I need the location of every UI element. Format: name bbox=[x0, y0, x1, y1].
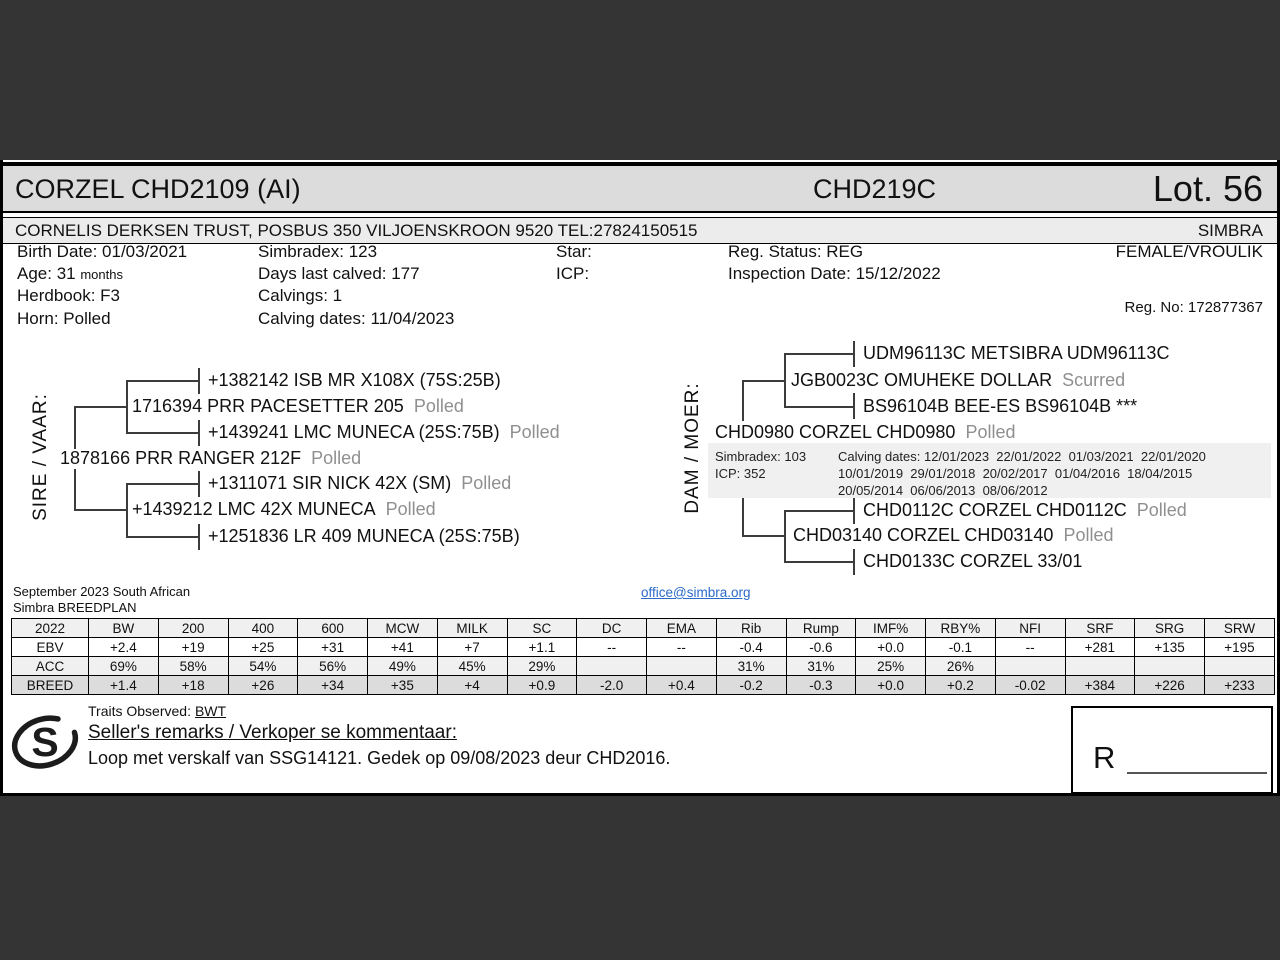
ebv-cell: +41 bbox=[368, 638, 438, 657]
ebv-col-header: SRG bbox=[1135, 619, 1205, 638]
ebv-cell: +34 bbox=[298, 676, 368, 695]
pedigree-line bbox=[742, 535, 786, 537]
horn-status bbox=[520, 526, 530, 546]
inspection-date: Inspection Date: 15/12/2022 bbox=[728, 264, 941, 283]
ebv-cell: -- bbox=[577, 638, 647, 657]
ebv-cell: +0.0 bbox=[856, 638, 926, 657]
pedigree-line bbox=[126, 483, 128, 538]
logo-letter: S bbox=[31, 719, 59, 765]
ebv-cell bbox=[1205, 657, 1275, 676]
pedigree-line bbox=[126, 483, 200, 485]
ebv-cell: -0.6 bbox=[786, 638, 856, 657]
traits-value: BWT bbox=[194, 703, 227, 719]
animal-id: CHD219C bbox=[813, 174, 937, 204]
ebv-cell bbox=[995, 657, 1065, 676]
ebv-cell: -- bbox=[995, 638, 1065, 657]
ebv-cell: 31% bbox=[716, 657, 786, 676]
animal-name: +1439212 LMC 42X MUNECA bbox=[132, 499, 376, 519]
age bbox=[17, 264, 123, 284]
icp-label: ICP: bbox=[556, 264, 590, 283]
breedplan-caption-2: Simbra BREEDPLAN bbox=[13, 600, 137, 615]
calving-dates: Calving dates: 11/04/2023 bbox=[258, 309, 455, 328]
ebv-cell: +0.9 bbox=[507, 676, 577, 695]
ebv-cell: +19 bbox=[158, 638, 228, 657]
pedigree-node bbox=[863, 551, 1092, 572]
ebv-cell: +0.0 bbox=[856, 676, 926, 695]
pedigree-tick bbox=[198, 471, 200, 497]
ebv-cell: +281 bbox=[1065, 638, 1135, 657]
pedigree-tick bbox=[198, 368, 200, 394]
pedigree-line bbox=[784, 510, 855, 512]
ebv-col-header: IMF% bbox=[856, 619, 926, 638]
ebv-cell: -0.4 bbox=[716, 638, 786, 657]
ebv-row-label: BREED bbox=[12, 676, 89, 695]
ebv-col-header: 600 bbox=[298, 619, 368, 638]
ebv-cell: -0.02 bbox=[995, 676, 1065, 695]
ebv-cell: +1.4 bbox=[89, 676, 159, 695]
ebv-cell: +226 bbox=[1135, 676, 1205, 695]
seller-remarks-text: Loop met verskalf van SSG14121. Gedek op 09/08/2023 deur CHD2016. bbox=[88, 748, 671, 768]
ebv-cell: 69% bbox=[89, 657, 159, 676]
price-box bbox=[1071, 706, 1273, 794]
price-blank-line[interactable] bbox=[1127, 772, 1267, 774]
ebv-cell: +233 bbox=[1205, 676, 1275, 695]
animal-name: UDM96113C METSIBRA UDM96113C bbox=[863, 343, 1170, 363]
ebv-cell: +0.4 bbox=[647, 676, 717, 695]
birth-date: Birth Date: 01/03/2021 bbox=[17, 242, 188, 261]
seller-remarks-heading: Seller's remarks / Verkoper se kommentaar: bbox=[88, 722, 457, 743]
dam-info-box bbox=[708, 443, 1271, 498]
pedigree-node bbox=[863, 500, 1187, 521]
horn-status-line: Horn: Polled bbox=[17, 309, 111, 328]
pedigree-node-sire bbox=[60, 448, 361, 469]
ebv-cell: +2.4 bbox=[89, 638, 159, 657]
pedigree-line bbox=[126, 380, 200, 382]
ebv-cell: +35 bbox=[368, 676, 438, 695]
ebv-cell: +18 bbox=[158, 676, 228, 695]
ebv-col-header: MCW bbox=[368, 619, 438, 638]
herdbook: Herdbook: F3 bbox=[17, 286, 120, 305]
pedigree-line bbox=[126, 536, 200, 538]
owner-contact: CORNELIS DERKSEN TRUST, POSBUS 350 VILJOENSKROON 9520 TEL:27824150515 bbox=[15, 221, 698, 240]
pedigree-line bbox=[74, 406, 76, 449]
ebv-cell: 26% bbox=[926, 657, 996, 676]
ebv-col-header: SRF bbox=[1065, 619, 1135, 638]
animal-name: CHD0133C CORZEL 33/01 bbox=[863, 551, 1083, 571]
pedigree-line bbox=[742, 380, 786, 382]
animal-name: 1716394 PRR PACESETTER 205 bbox=[132, 396, 404, 416]
pedigree-line bbox=[74, 509, 128, 511]
pedigree-tick bbox=[853, 341, 855, 367]
dam-label: DAM / MOER: bbox=[682, 382, 703, 514]
pedigree-node-dam bbox=[715, 422, 1015, 443]
dam-calving-dates-3: 20/05/2014 06/06/2013 08/06/2012 bbox=[838, 483, 1048, 498]
age-value: Age: 31 bbox=[17, 264, 76, 283]
ebv-row-label: EBV bbox=[12, 638, 89, 657]
ebv-col-header: 2022 bbox=[12, 619, 89, 638]
ebv-cell: +135 bbox=[1135, 638, 1205, 657]
ebv-cell bbox=[1065, 657, 1135, 676]
ebv-col-header: SRW bbox=[1205, 619, 1275, 638]
horn-status: Scurred bbox=[1062, 370, 1126, 390]
pedigree-line bbox=[74, 469, 76, 511]
horn-status bbox=[1082, 551, 1092, 571]
horn-status: Polled bbox=[509, 422, 560, 442]
animal-name: +1439241 LMC MUNECA (25S:75B) bbox=[208, 422, 500, 442]
ebv-cell: +26 bbox=[228, 676, 298, 695]
ebv-cell: -0.2 bbox=[716, 676, 786, 695]
simbradex: Simbradex: 123 bbox=[258, 242, 378, 261]
pedigree-tick bbox=[198, 420, 200, 446]
ebv-cell: +1.1 bbox=[507, 638, 577, 657]
table-row bbox=[12, 638, 1275, 657]
animal-name: CHD0980 CORZEL CHD0980 bbox=[715, 422, 956, 442]
ebv-cell: 29% bbox=[507, 657, 577, 676]
pedigree-line bbox=[784, 510, 786, 563]
pedigree-node bbox=[791, 370, 1125, 391]
dam-calving-dates-1: Calving dates: 12/01/2023 22/01/2022 01/03/2021 22/01/2020 bbox=[838, 449, 1206, 464]
simbra-logo-icon bbox=[7, 702, 83, 787]
lot-number: Lot. 56 bbox=[1152, 168, 1263, 209]
pedigree-tick bbox=[853, 393, 855, 419]
page-title: CORZEL CHD2109 (AI) bbox=[15, 174, 301, 204]
pedigree-node bbox=[208, 526, 530, 547]
star-label: Star: bbox=[556, 242, 592, 261]
table-row bbox=[12, 676, 1275, 695]
ebv-col-header: Rump bbox=[786, 619, 856, 638]
dam-calving-dates-2: 10/01/2019 29/01/2018 20/02/2017 01/04/2016 18/04/2015 bbox=[838, 466, 1193, 481]
pedigree-tick bbox=[853, 549, 855, 575]
dam-simbradex: Simbradex: 103 bbox=[715, 449, 807, 464]
ebv-cell: -0.3 bbox=[786, 676, 856, 695]
ebv-cell: 56% bbox=[298, 657, 368, 676]
pedigree-line bbox=[784, 353, 855, 355]
horn-status: Polled bbox=[1063, 525, 1114, 545]
ebv-col-header: 200 bbox=[158, 619, 228, 638]
title-band bbox=[3, 162, 1277, 213]
ebv-col-header: BW bbox=[89, 619, 159, 638]
ebv-col-header: Rib bbox=[716, 619, 786, 638]
animal-name: +1382142 ISB MR X108X (75S:25B) bbox=[208, 370, 501, 390]
animal-name: +1251836 LR 409 MUNECA (25S:75B) bbox=[208, 526, 520, 546]
animal-name: CHD0112C CORZEL CHD0112C bbox=[863, 500, 1127, 520]
ebv-cell: 31% bbox=[786, 657, 856, 676]
horn-status bbox=[1169, 343, 1179, 363]
age-unit: months bbox=[80, 267, 123, 282]
traits-label: Traits Observed: bbox=[88, 703, 191, 719]
pedigree-node bbox=[863, 396, 1147, 417]
pedigree-node bbox=[863, 343, 1179, 364]
horn-status bbox=[1137, 396, 1147, 416]
ebv-cell: +25 bbox=[228, 638, 298, 657]
pedigree-node bbox=[208, 473, 511, 494]
ebv-cell: +4 bbox=[437, 676, 507, 695]
pedigree-line bbox=[74, 406, 128, 408]
ebv-cell: 45% bbox=[437, 657, 507, 676]
sire-label: SIRE / VAAR: bbox=[30, 393, 51, 521]
ebv-table bbox=[11, 618, 1275, 695]
horn-status: Polled bbox=[385, 499, 436, 519]
ebv-cell: 58% bbox=[158, 657, 228, 676]
ebv-cell bbox=[647, 657, 717, 676]
table-row bbox=[12, 657, 1275, 676]
ebv-cell: -2.0 bbox=[577, 676, 647, 695]
pedigree-node bbox=[132, 499, 436, 520]
ebv-cell: +195 bbox=[1205, 638, 1275, 657]
ebv-cell: +384 bbox=[1065, 676, 1135, 695]
horn-status: Polled bbox=[461, 473, 512, 493]
ebv-cell: +31 bbox=[298, 638, 368, 657]
pedigree-node bbox=[132, 396, 464, 417]
ebv-col-header: EMA bbox=[647, 619, 717, 638]
horn-status: Polled bbox=[965, 422, 1016, 442]
days-last-calved: Days last calved: 177 bbox=[258, 264, 420, 283]
pedigree-line bbox=[742, 380, 744, 421]
horn-status bbox=[501, 370, 511, 390]
pedigree-node bbox=[208, 422, 560, 443]
price-currency: R bbox=[1093, 740, 1116, 775]
ebv-cell: +0.2 bbox=[926, 676, 996, 695]
ebv-col-header: DC bbox=[577, 619, 647, 638]
traits-observed bbox=[88, 703, 226, 719]
owner-band bbox=[3, 217, 1277, 244]
ebv-col-header: RBY% bbox=[926, 619, 996, 638]
horn-status: Polled bbox=[1136, 500, 1187, 520]
email-link[interactable]: office@simbra.org bbox=[641, 585, 751, 600]
ebv-cell bbox=[1135, 657, 1205, 676]
ebv-col-header: MILK bbox=[437, 619, 507, 638]
ebv-col-header: SC bbox=[507, 619, 577, 638]
calvings: Calvings: 1 bbox=[258, 286, 343, 305]
horn-status: Polled bbox=[413, 396, 464, 416]
ebv-col-header: 400 bbox=[228, 619, 298, 638]
animal-name: 1878166 PRR RANGER 212F bbox=[60, 448, 302, 468]
animal-name: JGB0023C OMUHEKE DOLLAR bbox=[791, 370, 1053, 390]
pedigree-line bbox=[784, 406, 855, 408]
reg-status: Reg. Status: REG bbox=[728, 242, 864, 261]
ebv-cell: 25% bbox=[856, 657, 926, 676]
animal-name: BS96104B BEE-ES BS96104B *** bbox=[863, 396, 1138, 416]
ebv-row-label: ACC bbox=[12, 657, 89, 676]
breed-name: SIMBRA bbox=[1197, 221, 1263, 240]
pedigree-line bbox=[126, 432, 200, 434]
pedigree-tick bbox=[198, 524, 200, 550]
pedigree-node bbox=[208, 370, 511, 391]
catalog-sheet bbox=[0, 160, 1280, 796]
ebv-cell: -- bbox=[647, 638, 717, 657]
ebv-cell: 49% bbox=[368, 657, 438, 676]
sex: FEMALE/VROULIK bbox=[1115, 242, 1263, 261]
pedigree-node bbox=[793, 525, 1114, 546]
ebv-cell: +7 bbox=[437, 638, 507, 657]
animal-name: +1311071 SIR NICK 42X (SM) bbox=[208, 473, 452, 493]
horn-status: Polled bbox=[311, 448, 362, 468]
pedigree-line bbox=[784, 561, 855, 563]
animal-name: CHD03140 CORZEL CHD03140 bbox=[793, 525, 1054, 545]
ebv-cell bbox=[577, 657, 647, 676]
ebv-col-header: NFI bbox=[995, 619, 1065, 638]
dam-icp: ICP: 352 bbox=[715, 466, 766, 481]
pedigree-tick bbox=[853, 498, 855, 524]
ebv-cell: -0.1 bbox=[926, 638, 996, 657]
breedplan-caption-1: September 2023 South African bbox=[13, 584, 191, 599]
reg-no: Reg. No: 172877367 bbox=[1124, 299, 1263, 316]
ebv-cell: 54% bbox=[228, 657, 298, 676]
